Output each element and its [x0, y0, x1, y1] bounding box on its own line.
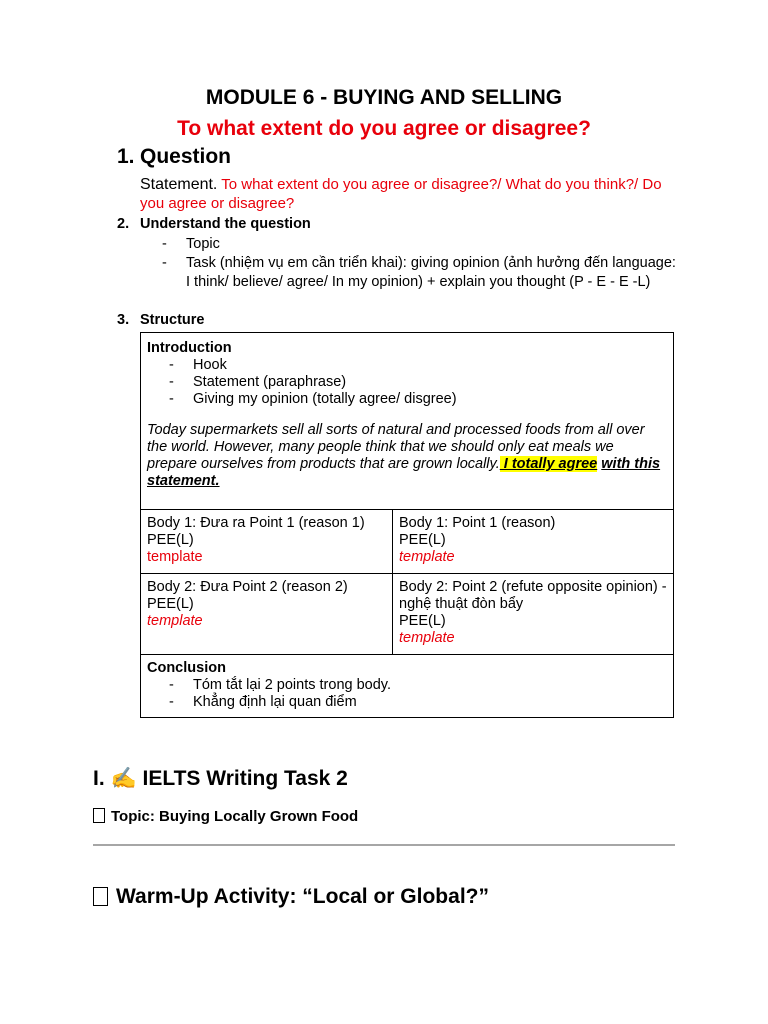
- cell-template: template: [147, 613, 203, 629]
- cell-template: template: [399, 630, 455, 646]
- cell-pee: PEE(L): [147, 532, 194, 548]
- body1-left-cell: [141, 510, 393, 574]
- section-understand-heading: [117, 216, 311, 232]
- opinion-highlight: I totally agree: [499, 456, 598, 472]
- list-item: - Statement (paraphrase): [169, 374, 667, 391]
- warmup-heading: [93, 885, 489, 909]
- introduction-heading: Introduction: [147, 340, 232, 356]
- structure-table: [140, 332, 674, 718]
- sample-text: Today supermarkets sell all sorts of natural and processed foods from all over the world. However, many people think that we should only eat meals we prepare ourselves from products that are grown locally.: [147, 422, 645, 472]
- list-item: - Tóm tắt lại 2 points trong body.: [169, 677, 667, 694]
- section-number: 1.: [117, 145, 135, 168]
- cell-template: template: [399, 549, 455, 565]
- section-number: 3.: [117, 312, 130, 328]
- section-heading-text: Question: [140, 145, 232, 168]
- cell-title: Body 1: Đưa ra Point 1 (reason 1): [147, 515, 365, 531]
- section-number: 2.: [117, 216, 130, 232]
- statement-questions: To what extent do you agree or disagree?/ What do you think?/ Do you agree or disagree?: [140, 176, 662, 212]
- cell-title: Body 1: Point 1 (reason): [399, 515, 556, 531]
- topic-line: [93, 808, 358, 825]
- cell-pee: PEE(L): [147, 596, 194, 612]
- statement-paragraph: [140, 175, 680, 213]
- body2-left-cell: [141, 574, 393, 655]
- cell-template: template: [147, 549, 203, 565]
- section-question-heading: [117, 145, 231, 169]
- ielts-heading: I. ✍ IELTS Writing Task 2: [93, 767, 348, 790]
- list-item: - Giving my opinion (totally agree/ disgree): [169, 391, 667, 408]
- statement-lead: Statement.: [140, 176, 218, 193]
- conclusion-cell: [141, 655, 674, 718]
- introduction-cell: [141, 333, 674, 510]
- cell-pee: PEE(L): [399, 532, 446, 548]
- section-heading-text: Understand the question: [140, 216, 311, 232]
- topic-text: Topic: Buying Locally Grown Food: [111, 808, 359, 825]
- missing-glyph-icon: [93, 887, 108, 906]
- conclusion-heading: Conclusion: [147, 660, 226, 676]
- understand-list: [162, 235, 682, 292]
- list-item: - Topic: [162, 235, 682, 254]
- horizontal-divider: [93, 844, 675, 846]
- page-title: MODULE 6 - BUYING AND SELLING: [205, 86, 563, 109]
- warmup-text: Warm-Up Activity: “Local or Global?”: [116, 885, 489, 908]
- section-heading-text: Structure: [140, 312, 205, 328]
- cell-title: Body 2: Đưa Point 2 (reason 2): [147, 579, 348, 595]
- cell-pee: PEE(L): [399, 613, 446, 629]
- sample-introduction: [147, 422, 667, 490]
- opinion-end: with this statement.: [147, 456, 661, 489]
- list-item: - Task (nhiệm vụ em cần triển khai): giving opinion (ảnh hưởng đến language: I think/ believe/ agree/ In my opinion) + explain you thought (P - E - E -L): [162, 254, 682, 292]
- page-subtitle: To what extent do you agree or disagree?: [177, 117, 591, 140]
- section-structure-heading: [117, 312, 204, 328]
- missing-glyph-icon: [93, 808, 105, 823]
- list-item: - Hook: [169, 357, 667, 374]
- cell-title: Body 2: Point 2 (refute opposite opinion) - nghệ thuật đòn bẩy: [399, 579, 667, 612]
- introduction-list: [169, 357, 667, 408]
- list-item: - Khẳng định lại quan điểm: [169, 694, 667, 711]
- conclusion-list: [169, 677, 667, 711]
- body1-right-cell: [393, 510, 674, 574]
- body2-right-cell: [393, 574, 674, 655]
